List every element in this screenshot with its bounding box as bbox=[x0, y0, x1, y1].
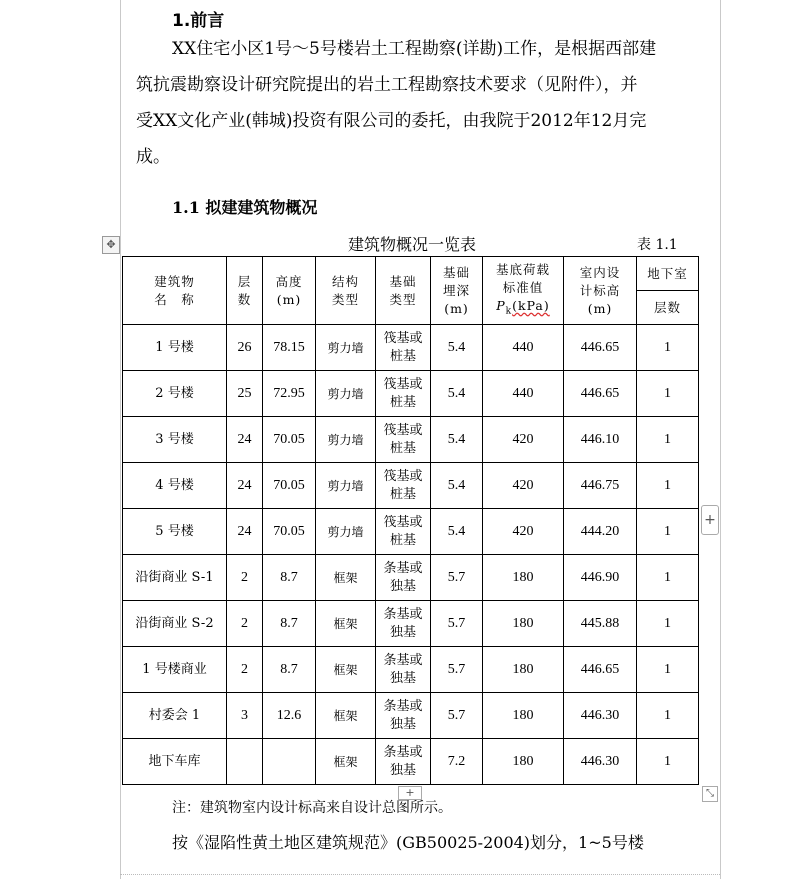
cell-basement: 1 bbox=[637, 509, 699, 555]
cell-bearing: 420 bbox=[483, 417, 564, 463]
table-resize-handle-icon[interactable]: ⤡ bbox=[702, 786, 718, 802]
cell-height: 78.15 bbox=[263, 325, 316, 371]
intro-line-4: 成。 bbox=[136, 147, 170, 167]
cell-bearing: 440 bbox=[483, 325, 564, 371]
cell-elevation: 446.30 bbox=[564, 693, 637, 739]
cell-foundation: 条基或 独基 bbox=[376, 739, 431, 785]
header-depth: 基础 埋深 (m) bbox=[431, 257, 483, 325]
cell-height: 8.7 bbox=[263, 601, 316, 647]
table-row bbox=[123, 601, 699, 647]
cell-name: 2 号楼 bbox=[123, 371, 227, 417]
page-bottom-divider bbox=[120, 874, 720, 875]
cell-elevation: 446.30 bbox=[564, 739, 637, 785]
cell-foundation: 筏基或 桩基 bbox=[376, 371, 431, 417]
cell-bearing: 420 bbox=[483, 463, 564, 509]
cell-structure: 剪力墙 bbox=[316, 325, 376, 371]
cell-elevation: 446.65 bbox=[564, 325, 637, 371]
bearing-symbol: P bbox=[496, 297, 506, 313]
cell-name: 沿街商业 S-1 bbox=[123, 555, 227, 601]
cell-name: 3 号楼 bbox=[123, 417, 227, 463]
cell-name: 村委会 1 bbox=[123, 693, 227, 739]
header-basement-bottom: 层数 bbox=[637, 291, 699, 325]
cell-name: 5 号楼 bbox=[123, 509, 227, 555]
cell-structure: 剪力墙 bbox=[316, 371, 376, 417]
bearing-unit: (kPa) bbox=[512, 297, 550, 313]
table-number: 表 1.1 bbox=[637, 237, 678, 253]
header-bearing: 基底荷载 标准值 $P_k(kPa)$ bbox=[483, 257, 564, 325]
header-name: 建筑物 名 称 bbox=[123, 257, 227, 325]
cell-floors: 24 bbox=[227, 509, 263, 555]
cell-foundation: 筏基或 桩基 bbox=[376, 417, 431, 463]
cell-floors: 2 bbox=[227, 601, 263, 647]
header-foundation: 基础 类型 bbox=[376, 257, 431, 325]
cell-depth: 5.4 bbox=[431, 371, 483, 417]
section-heading: 1.前言 bbox=[172, 11, 225, 31]
cell-elevation: 446.65 bbox=[564, 371, 637, 417]
page-edge-left bbox=[120, 0, 121, 879]
intro-line-3: 受XX文化产业(韩城)投资有限公司的委托，由我院于2012年12月完 bbox=[136, 111, 647, 131]
cell-name: 1 号楼 bbox=[123, 325, 227, 371]
cell-basement: 1 bbox=[637, 463, 699, 509]
cell-structure: 框架 bbox=[316, 647, 376, 693]
header-structure: 结构 类型 bbox=[316, 257, 376, 325]
cell-floors: 2 bbox=[227, 555, 263, 601]
table-title: 建筑物概况一览表 bbox=[348, 235, 477, 254]
cell-foundation: 条基或 独基 bbox=[376, 601, 431, 647]
cell-foundation: 条基或 独基 bbox=[376, 647, 431, 693]
table-row bbox=[123, 555, 699, 601]
cell-floors: 2 bbox=[227, 647, 263, 693]
body-paragraph: 按《湿陷性黄土地区建筑规范》(GB50025-2004)划分，1~5号楼 bbox=[172, 833, 644, 852]
cell-elevation: 444.20 bbox=[564, 509, 637, 555]
cell-structure: 框架 bbox=[316, 739, 376, 785]
intro-line-2: 筑抗震勘察设计研究院提出的岩土工程勘察技术要求（见附件），并 bbox=[136, 75, 638, 95]
cell-basement: 1 bbox=[637, 417, 699, 463]
cell-structure: 框架 bbox=[316, 601, 376, 647]
cell-depth: 7.2 bbox=[431, 739, 483, 785]
cell-structure: 剪力墙 bbox=[316, 463, 376, 509]
cell-height: 12.6 bbox=[263, 693, 316, 739]
cell-floors: 3 bbox=[227, 693, 263, 739]
cell-basement: 1 bbox=[637, 371, 699, 417]
cell-floors bbox=[227, 739, 263, 785]
cell-height: 70.05 bbox=[263, 417, 316, 463]
table-row bbox=[123, 463, 699, 509]
cell-height: 72.95 bbox=[263, 371, 316, 417]
add-column-button[interactable]: + bbox=[701, 505, 719, 535]
cell-bearing: 180 bbox=[483, 739, 564, 785]
cell-height: 8.7 bbox=[263, 647, 316, 693]
table-row bbox=[123, 739, 699, 785]
table-note: 注：建筑物室内设计标高来自设计总图所示。 bbox=[172, 800, 452, 816]
cell-foundation: 筏基或 桩基 bbox=[376, 325, 431, 371]
cell-depth: 5.7 bbox=[431, 555, 483, 601]
cell-basement: 1 bbox=[637, 647, 699, 693]
header-floors: 层 数 bbox=[227, 257, 263, 325]
cell-elevation: 446.75 bbox=[564, 463, 637, 509]
table-row bbox=[123, 371, 699, 417]
cell-depth: 5.4 bbox=[431, 509, 483, 555]
cell-depth: 5.7 bbox=[431, 601, 483, 647]
cell-structure: 框架 bbox=[316, 693, 376, 739]
cell-basement: 1 bbox=[637, 693, 699, 739]
cell-floors: 24 bbox=[227, 417, 263, 463]
cell-basement: 1 bbox=[637, 601, 699, 647]
header-height: 高度 (m) bbox=[263, 257, 316, 325]
cell-foundation: 筏基或 桩基 bbox=[376, 463, 431, 509]
cell-elevation: 446.90 bbox=[564, 555, 637, 601]
table-row bbox=[123, 693, 699, 739]
cell-floors: 24 bbox=[227, 463, 263, 509]
cell-bearing: 180 bbox=[483, 601, 564, 647]
cell-bearing: 180 bbox=[483, 555, 564, 601]
cell-height: 70.05 bbox=[263, 509, 316, 555]
cell-structure: 剪力墙 bbox=[316, 509, 376, 555]
header-basement-top: 地下室 bbox=[637, 257, 699, 291]
cell-depth: 5.7 bbox=[431, 693, 483, 739]
table-row bbox=[123, 417, 699, 463]
cell-height bbox=[263, 739, 316, 785]
subsection-heading: 1.1 拟建建筑物概况 bbox=[172, 198, 318, 217]
table-row bbox=[123, 509, 699, 555]
cell-name: 1 号楼商业 bbox=[123, 647, 227, 693]
table-row bbox=[123, 325, 699, 371]
cell-depth: 5.4 bbox=[431, 463, 483, 509]
cell-name: 4 号楼 bbox=[123, 463, 227, 509]
cell-depth: 5.4 bbox=[431, 417, 483, 463]
cell-basement: 1 bbox=[637, 325, 699, 371]
table-move-handle-icon[interactable]: ✥ bbox=[102, 236, 120, 254]
cell-bearing: 180 bbox=[483, 693, 564, 739]
cell-floors: 26 bbox=[227, 325, 263, 371]
page-edge-right bbox=[720, 0, 721, 879]
cell-floors: 25 bbox=[227, 371, 263, 417]
cell-basement: 1 bbox=[637, 739, 699, 785]
cell-elevation: 446.65 bbox=[564, 647, 637, 693]
table-row bbox=[123, 647, 699, 693]
header-elevation: 室内设 计标高 (m) bbox=[564, 257, 637, 325]
cell-structure: 框架 bbox=[316, 555, 376, 601]
cell-depth: 5.7 bbox=[431, 647, 483, 693]
cell-structure: 剪力墙 bbox=[316, 417, 376, 463]
add-row-button[interactable]: + bbox=[398, 786, 422, 800]
cell-height: 70.05 bbox=[263, 463, 316, 509]
bearing-subscript: k bbox=[505, 306, 513, 317]
cell-bearing: 180 bbox=[483, 647, 564, 693]
cell-bearing: 420 bbox=[483, 509, 564, 555]
cell-name: 地下车库 bbox=[123, 739, 227, 785]
buildings-table bbox=[122, 256, 699, 785]
cell-elevation: 445.88 bbox=[564, 601, 637, 647]
intro-line-1: XX住宅小区1号～5号楼岩土工程勘察(详勘)工作，是根据西部建 bbox=[172, 39, 657, 59]
cell-depth: 5.4 bbox=[431, 325, 483, 371]
cell-foundation: 筏基或 桩基 bbox=[376, 509, 431, 555]
cell-elevation: 446.10 bbox=[564, 417, 637, 463]
cell-foundation: 条基或 独基 bbox=[376, 555, 431, 601]
cell-bearing: 440 bbox=[483, 371, 564, 417]
cell-height: 8.7 bbox=[263, 555, 316, 601]
cell-name: 沿街商业 S-2 bbox=[123, 601, 227, 647]
cell-basement: 1 bbox=[637, 555, 699, 601]
cell-foundation: 条基或 独基 bbox=[376, 693, 431, 739]
